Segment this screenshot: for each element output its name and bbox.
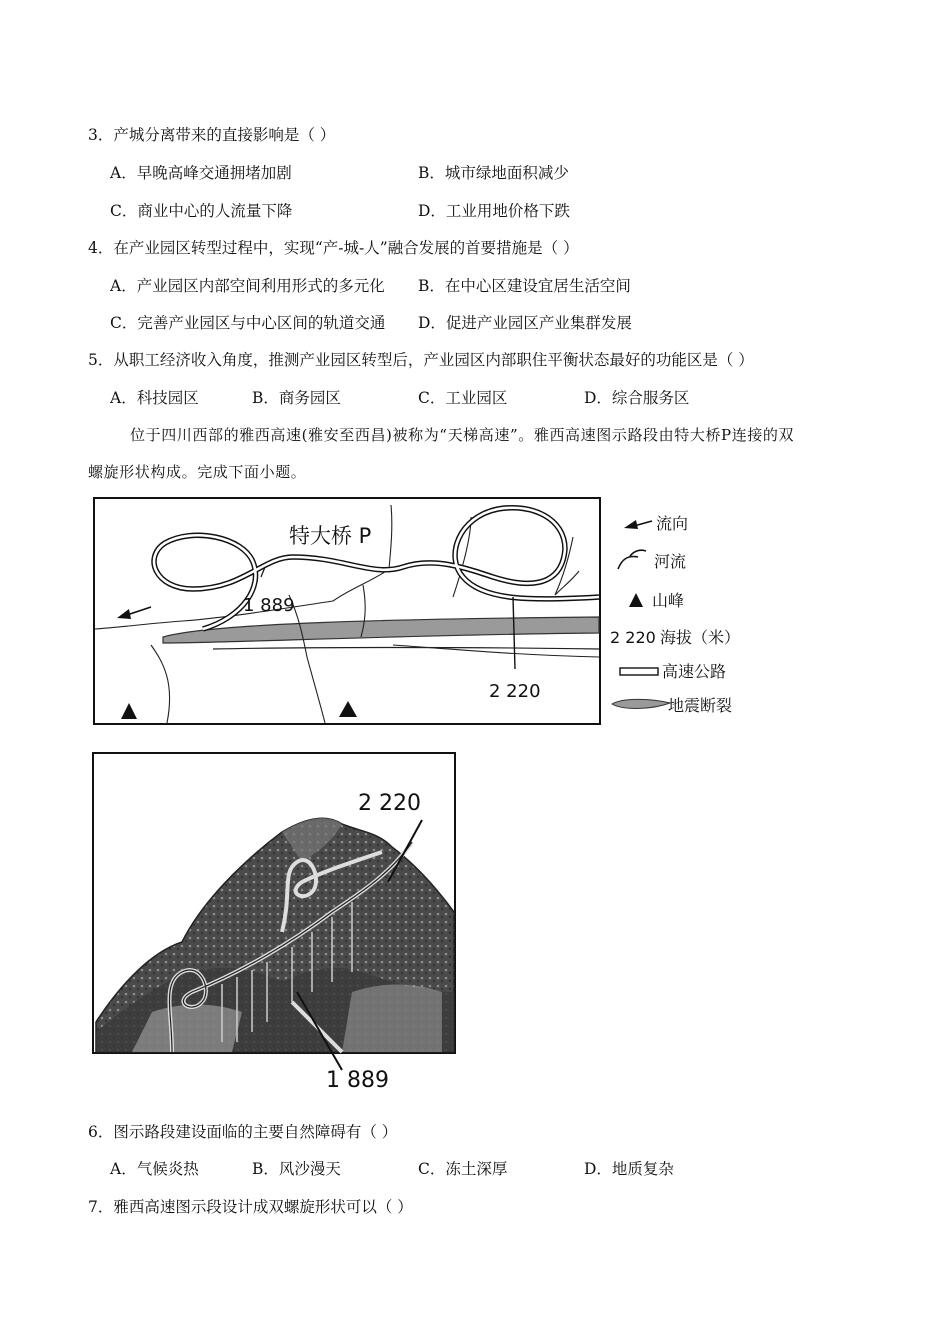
legend-flow: 流向 xyxy=(656,514,689,533)
question-5-stem: 5．从职工经济收入角度，推测产业园区转型后，产业园区内部职住平衡状态最好的功能区是（ ） xyxy=(88,351,754,369)
peak-legend-icon xyxy=(629,593,643,607)
question-4-option-d: D．促进产业园区产业集群发展 xyxy=(418,314,632,332)
question-5-option-c: C．工业园区 xyxy=(418,389,508,407)
bridge-label: 特大桥 P xyxy=(289,524,372,548)
question-5-option-d: D．综合服务区 xyxy=(584,389,690,407)
route-map xyxy=(93,497,601,725)
legend-elevation-number: 2 220 xyxy=(610,628,656,647)
question-5-option-a: A．科技园区 xyxy=(110,389,199,407)
legend-peak: 山峰 xyxy=(652,591,685,610)
elevation-label-high: 2 220 xyxy=(489,681,541,702)
fault-legend-icon xyxy=(612,699,670,708)
question-4-option-c: C．完善产业园区与中心区间的轨道交通 xyxy=(110,314,386,332)
intro-line-1: 位于四川西部的雅西高速(雅安至西昌)被称为“天梯高速”。雅西高速图示路段由特大桥P连接的双 xyxy=(130,426,795,444)
legend-highway: 高速公路 xyxy=(662,662,727,681)
question-6-option-d: D．地质复杂 xyxy=(584,1160,674,1178)
flow-legend-icon xyxy=(624,520,652,529)
terrain-elevation-low: 1 889 xyxy=(326,1068,389,1093)
question-3-option-c: C．商业中心的人流量下降 xyxy=(110,202,293,220)
question-4-option-a: A．产业园区内部空间利用形式的多元化 xyxy=(110,277,385,295)
question-6-option-b: B．风沙漫天 xyxy=(252,1160,341,1178)
question-7-stem: 7．雅西高速图示段设计成双螺旋形状可以（ ） xyxy=(88,1198,413,1216)
legend-fault: 地震断裂 xyxy=(668,696,733,715)
terrain-illustration xyxy=(92,752,458,1097)
question-3-stem: 3．产城分离带来的直接影响是（ ） xyxy=(88,126,336,144)
elevation-label-low: 1 889 xyxy=(243,595,295,616)
question-6-option-c: C．冻土深厚 xyxy=(418,1160,508,1178)
river-legend-icon xyxy=(618,550,646,569)
question-6-option-a: A．气候炎热 xyxy=(110,1160,199,1178)
question-4-stem: 4．在产业园区转型过程中，实现“产-城-人”融合发展的首要措施是（ ） xyxy=(88,239,579,257)
intro-line-2: 螺旋形状构成。完成下面小题。 xyxy=(88,463,307,481)
question-3-option-a: A．早晚高峰交通拥堵加剧 xyxy=(110,164,292,182)
question-4-option-b: B．在中心区建设宜居生活空间 xyxy=(418,277,631,295)
question-6-stem: 6．图示路段建设面临的主要自然障碍有（ ） xyxy=(88,1123,398,1141)
question-5-option-b: B．商务园区 xyxy=(252,389,341,407)
terrain-elevation-high: 2 220 xyxy=(358,791,421,816)
highway-legend-icon xyxy=(620,668,658,675)
legend-river: 河流 xyxy=(654,552,687,571)
question-3-option-b: B．城市绿地面积减少 xyxy=(418,164,569,182)
map-legend xyxy=(604,507,764,722)
question-3-option-d: D．工业用地价格下跌 xyxy=(418,202,570,220)
legend-elevation: 海拔（米） xyxy=(660,628,741,647)
